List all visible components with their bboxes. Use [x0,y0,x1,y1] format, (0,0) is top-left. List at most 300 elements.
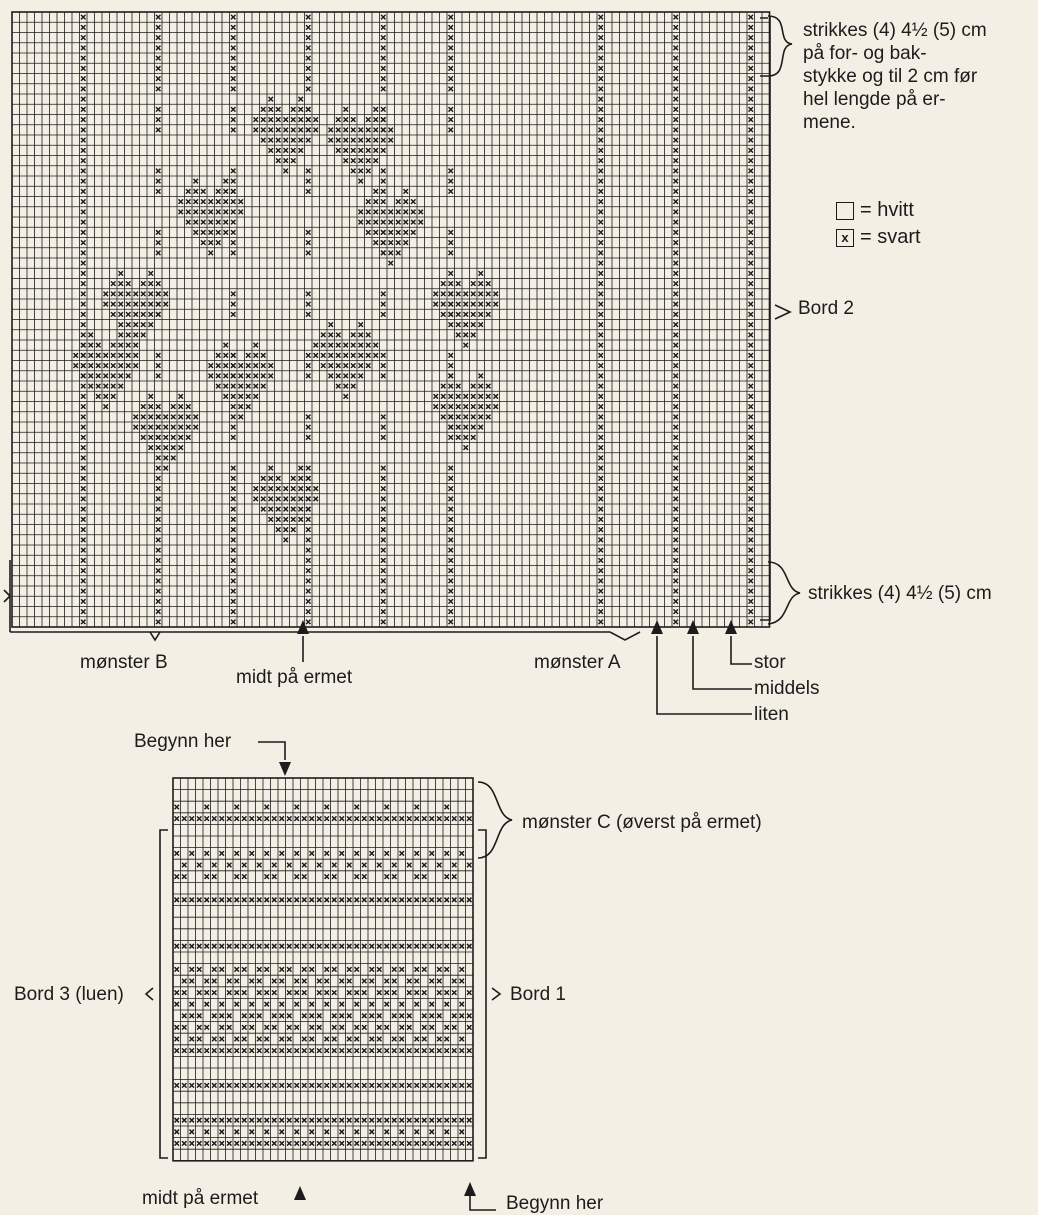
stitch-cross [306,609,311,614]
motif-cross [246,353,251,358]
border-cross [265,1130,270,1135]
stitch-cross [306,599,311,604]
border-cross [430,1025,435,1030]
motif-cross [456,292,461,297]
border-cross [235,1048,240,1053]
motif-cross [254,117,259,122]
stitch-cross [156,25,161,30]
stitch-cross [599,107,604,112]
motif-cross [314,497,319,502]
border-cross [310,898,315,903]
motif-cross [96,384,101,389]
border-cross [370,967,375,972]
bord1-label: Bord 1 [510,984,566,1005]
motif-cross [336,117,341,122]
border-cross [415,967,420,972]
stitch-cross [81,87,86,92]
motif-cross [224,189,229,194]
border-cross [407,979,412,984]
border-cross [422,816,427,821]
stitch-cross [306,87,311,92]
stitch-cross [674,189,679,194]
border-cross [392,990,397,995]
motif-cross [74,363,79,368]
motif-cross [344,148,349,153]
motif-cross [119,333,124,338]
stitch-cross [381,497,386,502]
motif-cross [336,374,341,379]
motif-cross [224,353,229,358]
stitch-cross [231,507,236,512]
border-cross [280,979,285,984]
border-cross [212,967,217,972]
border-cross [317,816,322,821]
motif-cross [471,415,476,420]
stitch-cross [599,476,604,481]
motif-cross [449,292,454,297]
motif-cross [231,394,236,399]
motif-cross [291,128,296,133]
motif-cross [119,353,124,358]
stitch-cross [599,322,604,327]
stitch-cross [231,548,236,553]
border-cross [370,1083,375,1088]
pattern-bracket [10,632,640,640]
stitch-cross [599,333,604,338]
motif-cross [276,527,281,532]
stitch-cross [674,210,679,215]
stitch-cross [231,292,236,297]
border-cross [445,851,450,856]
border-cross [190,1037,195,1042]
border-cross [430,816,435,821]
monster-b-label: mønster B [80,652,168,673]
border-cross [280,1002,285,1007]
motif-cross [344,158,349,163]
motif-cross [194,425,199,430]
motif-cross [411,210,416,215]
border-cross [197,944,202,949]
motif-cross [126,374,131,379]
border-cross [272,1025,277,1030]
motif-cross [396,220,401,225]
motif-cross [374,189,379,194]
stitch-cross [231,251,236,256]
motif-cross [186,210,191,215]
stitch-cross [749,322,754,327]
border-cross [235,1002,240,1007]
motif-cross [216,189,221,194]
border-cross [190,851,195,856]
size-liten: liten [754,704,789,725]
border-cross [205,944,210,949]
motif-cross [449,302,454,307]
motif-cross [396,251,401,256]
stitch-cross [306,589,311,594]
border-cross [332,1118,337,1123]
border-cross [370,1002,375,1007]
stitch-cross [749,579,754,584]
border-cross [235,1118,240,1123]
stitch-cross [306,568,311,573]
border-cross [310,816,315,821]
border-cross [250,1048,255,1053]
motif-cross [449,384,454,389]
border-cross [227,990,232,995]
motif-cross [389,261,394,266]
stitch-cross [449,497,454,502]
stitch-cross [81,292,86,297]
motif-cross [366,220,371,225]
border-cross [407,898,412,903]
border-cross [212,816,217,821]
border-cross [242,1037,247,1042]
motif-cross [284,486,289,491]
motif-cross [366,199,371,204]
motif-cross [134,302,139,307]
border-cross [355,967,360,972]
border-cross [227,1118,232,1123]
motif-cross [291,507,296,512]
border-cross [347,979,352,984]
stitch-cross [156,230,161,235]
motif-cross [291,107,296,112]
motif-cross [359,343,364,348]
stitch-cross [749,117,754,122]
stitch-cross [599,281,604,286]
border-cross [385,898,390,903]
border-cross [325,967,330,972]
border-cross [422,863,427,868]
motif-cross [141,415,146,420]
stitch-cross [599,199,604,204]
stitch-cross [449,435,454,440]
border-cross [257,944,262,949]
motif-cross [284,148,289,153]
border-cross [385,1002,390,1007]
stitch-cross [306,66,311,71]
stitch-cross [674,333,679,338]
stitch-cross [156,128,161,133]
border-cross [430,1141,435,1146]
motif-cross [456,312,461,317]
border-cross [227,898,232,903]
motif-cross [134,333,139,338]
stitch-cross [156,15,161,20]
border-cross [205,1083,210,1088]
border-cross [332,816,337,821]
stitch-cross [749,35,754,40]
motif-cross [464,394,469,399]
motif-cross [216,210,221,215]
border-cross [175,1141,180,1146]
stitch-cross [81,404,86,409]
motif-cross [366,353,371,358]
stitch-cross [81,609,86,614]
border-cross [220,1025,225,1030]
motif-cross [149,404,154,409]
stitch-cross [674,169,679,174]
stitch-cross [749,210,754,215]
stitch-cross [306,374,311,379]
motif-cross [374,199,379,204]
motif-cross [134,312,139,317]
border-cross [377,944,382,949]
border-cross [250,1141,255,1146]
border-cross [302,863,307,868]
stitch-cross [231,302,236,307]
border-cross [280,1037,285,1042]
motif-cross [134,425,139,430]
motif-cross [224,210,229,215]
border-cross [272,990,277,995]
motif-cross [89,384,94,389]
border-cross [182,1025,187,1030]
stitch-cross [749,189,754,194]
border-cross [362,1048,367,1053]
border-cross [445,1048,450,1053]
border-cross [445,1118,450,1123]
motif-cross [359,363,364,368]
border-cross [325,851,330,856]
begynn-bottom-line [470,1196,496,1210]
border-cross [250,1130,255,1135]
motif-cross [291,158,296,163]
border-cross [325,1037,330,1042]
motif-cross [344,363,349,368]
motif-cross [231,189,236,194]
stitch-cross [749,476,754,481]
stitch-cross [749,97,754,102]
border-cross [385,1118,390,1123]
stitch-cross [81,261,86,266]
border-cross [295,979,300,984]
border-cross [452,1118,457,1123]
stitch-cross [749,353,754,358]
border-cross [212,874,217,879]
stitch-cross [381,292,386,297]
border-cross [347,967,352,972]
stitch-cross [81,517,86,522]
motif-cross [359,169,364,174]
border-cross [302,1141,307,1146]
stitch-cross [231,435,236,440]
legend-white [836,199,914,222]
stitch-cross [381,353,386,358]
motif-cross [389,138,394,143]
monster-a-label: mønster A [534,652,621,673]
stitch-cross [231,312,236,317]
motif-cross [141,292,146,297]
stitch-cross [674,599,679,604]
border-cross [250,1002,255,1007]
border-cross [295,1141,300,1146]
border-cross [415,944,420,949]
motif-cross [81,374,86,379]
border-cross [445,1025,450,1030]
border-cross [190,979,195,984]
motif-cross [284,527,289,532]
border-cross [317,979,322,984]
border-cross [190,1083,195,1088]
stitch-cross [599,261,604,266]
stitch-cross [81,497,86,502]
stitch-cross [231,87,236,92]
stitch-cross [599,374,604,379]
border-cross [370,1037,375,1042]
motif-cross [156,302,161,307]
motif-cross [134,415,139,420]
stitch-cross [599,271,604,276]
border-cross [422,967,427,972]
border-cross [355,816,360,821]
border-cross [227,1048,232,1053]
border-cross [257,1083,262,1088]
motif-cross [149,445,154,450]
border-cross [287,816,292,821]
motif-cross [464,302,469,307]
motif-cross [306,117,311,122]
stitch-cross [156,507,161,512]
motif-cross [284,538,289,543]
border-cross [430,979,435,984]
border-cross [302,898,307,903]
stitch-cross [81,333,86,338]
motif-cross [201,220,206,225]
motif-cross [96,374,101,379]
border-cross [242,1014,247,1019]
border-cross [310,1014,315,1019]
stitch-cross [231,25,236,30]
motif-cross [449,312,454,317]
motif-cross [479,281,484,286]
stitch-cross [81,394,86,399]
border-cross [280,1048,285,1053]
stitch-cross [599,251,604,256]
stitch-cross [156,558,161,563]
motif-cross [276,486,281,491]
border-cross [250,851,255,856]
motif-cross [149,394,154,399]
stitch-cross [599,568,604,573]
stitch-cross [156,179,161,184]
border-cross [182,1014,187,1019]
border-cross [302,1118,307,1123]
motif-cross [261,117,266,122]
motif-cross [119,363,124,368]
border-cross [392,967,397,972]
stitch-cross [306,35,311,40]
border-cross [295,1025,300,1030]
stitch-cross [674,199,679,204]
motif-cross [374,353,379,358]
border-cross [205,851,210,856]
motif-cross [396,240,401,245]
motif-cross [261,486,266,491]
border-cross [205,979,210,984]
border-cross [235,967,240,972]
border-cross [212,1118,217,1123]
motif-cross [471,384,476,389]
border-cross [460,1048,465,1053]
border-cross [430,944,435,949]
border-cross [287,990,292,995]
stitch-cross [156,620,161,625]
border-cross [220,1048,225,1053]
motif-cross [471,425,476,430]
motif-cross [89,333,94,338]
motif-cross [456,384,461,389]
stitch-cross [749,497,754,502]
stitch-cross [81,15,86,20]
motif-cross [224,199,229,204]
motif-cross [351,128,356,133]
motif-cross [396,210,401,215]
border-cross [445,874,450,879]
motif-cross [479,302,484,307]
border-cross [467,1083,472,1088]
border-cross [310,1025,315,1030]
motif-cross [479,415,484,420]
stitch-cross [381,466,386,471]
stitch-cross [449,527,454,532]
motif-cross [404,230,409,235]
motif-cross [441,404,446,409]
stitch-cross [81,271,86,276]
border-cross [437,1118,442,1123]
motif-cross [284,517,289,522]
stitch-cross [81,322,86,327]
motif-cross [284,507,289,512]
border-cross [347,944,352,949]
stitch-cross [81,25,86,30]
motif-cross [411,199,416,204]
border-cross [460,1014,465,1019]
stitch-cross [156,169,161,174]
border-cross [190,944,195,949]
motif-cross [186,189,191,194]
motif-cross [389,240,394,245]
border-cross [325,944,330,949]
stitch-cross [674,46,679,51]
border-cross [460,898,465,903]
motif-cross [374,128,379,133]
border-cross [377,967,382,972]
motif-cross [261,374,266,379]
stitch-cross [599,210,604,215]
stitch-cross [674,271,679,276]
border-cross [250,1014,255,1019]
border-cross [467,990,472,995]
border-cross [355,1083,360,1088]
border-cross [332,1014,337,1019]
border-chart-grid [173,778,473,1161]
border-cross [460,851,465,856]
bottom-note-brace-icon [768,562,800,624]
border-cross [467,1118,472,1123]
motif-cross [209,199,214,204]
bottom-note: strikkes (4) 4½ (5) cm [808,583,992,604]
stitch-cross [599,343,604,348]
border-cross [302,1037,307,1042]
motif-cross [119,384,124,389]
border-cross [422,898,427,903]
motif-cross [351,333,356,338]
border-cross [340,1025,345,1030]
border-cross [347,1083,352,1088]
border-cross [182,863,187,868]
motif-cross [449,374,454,379]
